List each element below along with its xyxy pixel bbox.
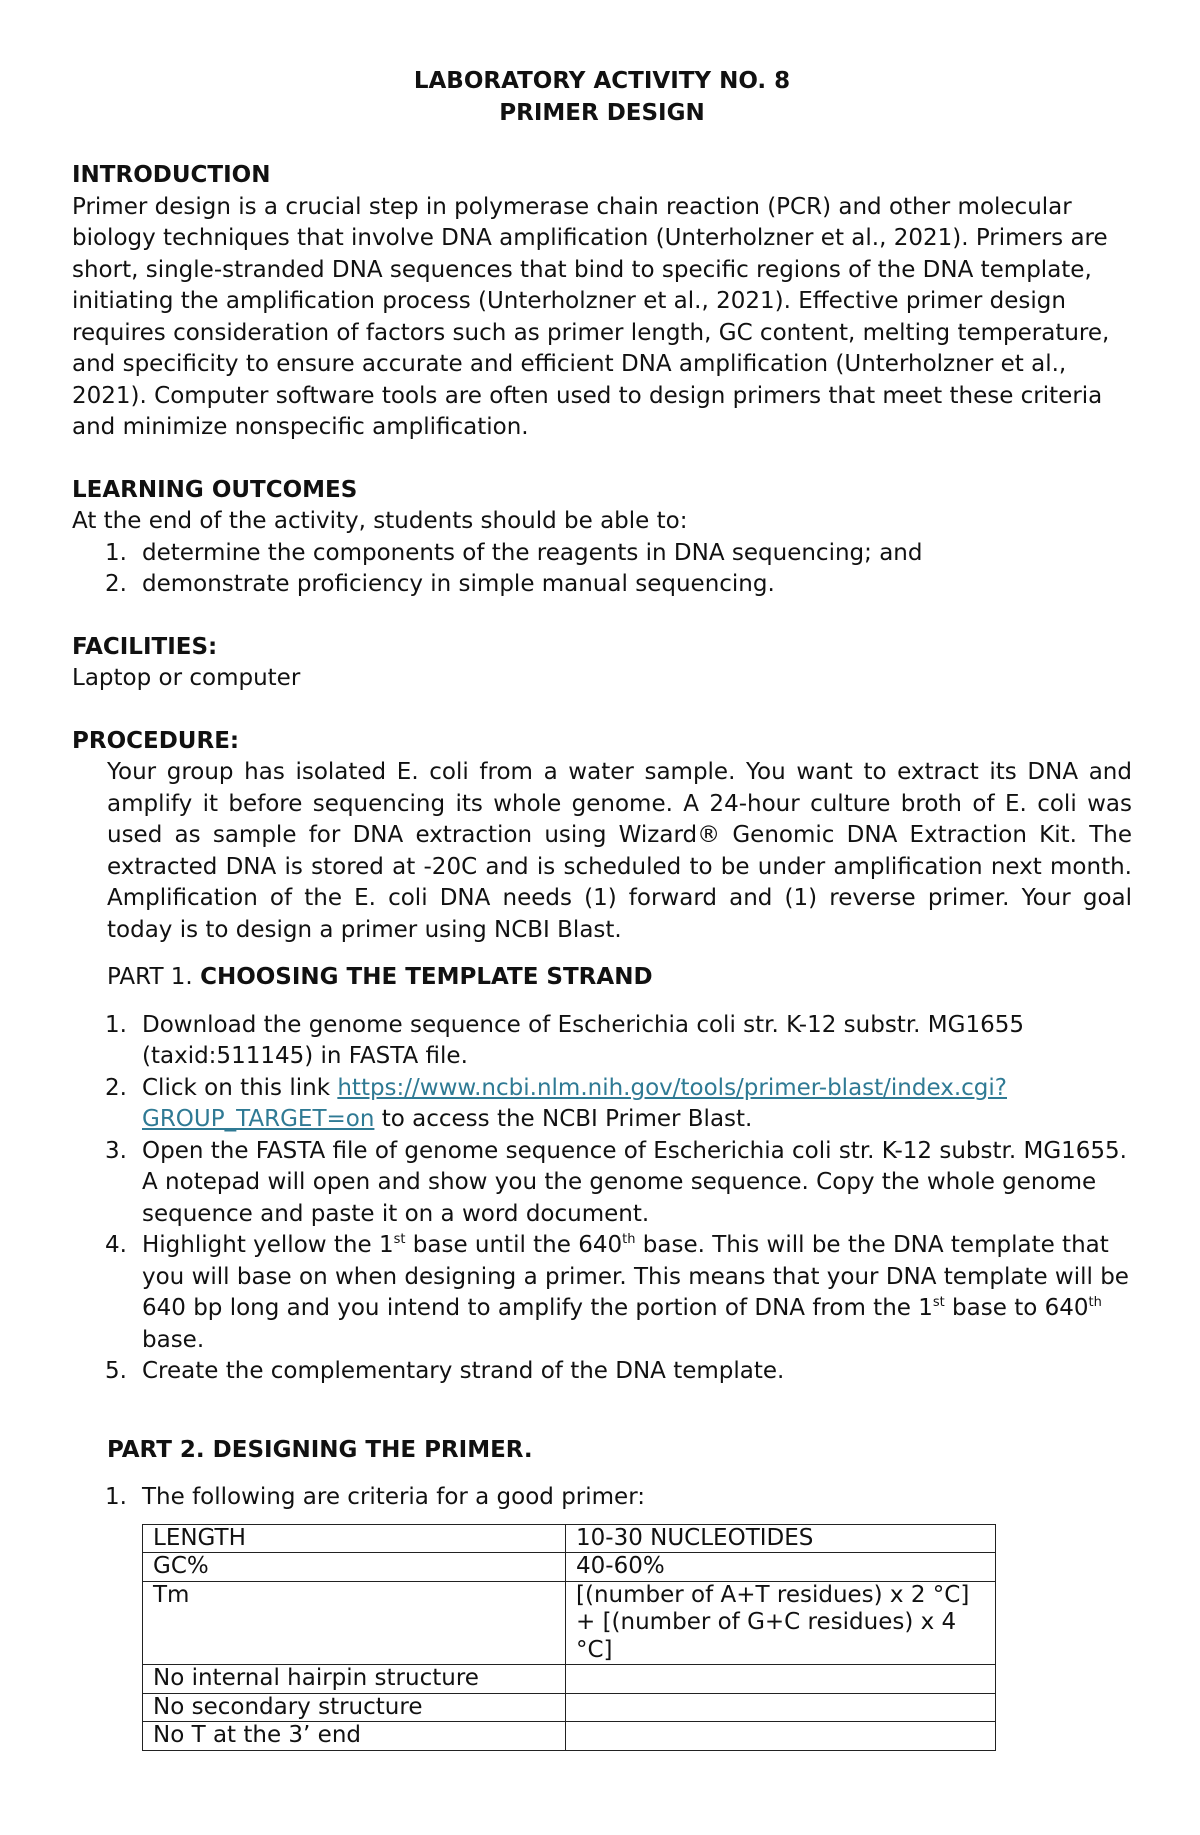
step4-text-c: base. This will be the DNA template that you will base on when designing a primer. This means that your DNA template will be 640 bp long and you intend to amplify the portion of DNA from the 1 [142,1232,1129,1321]
list-number: 4. [105,1232,127,1258]
table-row [143,1581,996,1665]
step4-text-e: base. [142,1326,205,1353]
activity-title: LABORATORY ACTIVITY NO. 8 [413,68,791,94]
superscript-th: th [1088,1295,1102,1310]
part2-heading [107,1435,1132,1467]
criterion-cell: Tm [143,1581,566,1665]
primer-blast-link[interactable]: https://www.ncbi.nlm.nih.gov/tools/primer-blast/index.cgi?GROUP_TARGET=on [142,1074,1007,1132]
list-item-text: The following are criteria for a good primer: [142,1484,646,1510]
step-text-after-link: to access the NCBI Primer Blast. [374,1106,753,1132]
document-page [72,66,1132,1751]
value-cell [566,1693,996,1722]
criterion-cell: GC% [143,1553,566,1582]
procedure-text: Your group has isolated E. coli from a water sample. You want to extract its DNA and amplify it before sequencing its whole genome. A 24-hour culture broth of E. coli was used as sample for DNA extraction using Wizard® Genomic DNA Extraction Kit. The extracted DNA is stored at -20C and is scheduled to be under amplification next month. Amplification of the E. coli DNA needs (1) forward and (1) reverse primer. Your goal today is to design a primer using NCBI Blast. [107,759,1132,943]
list-item-text: Create the complementary strand of the DNA template. [142,1358,785,1384]
value-cell [566,1665,996,1694]
learning-outcomes-list [72,538,1132,601]
part2-title: PART 2. DESIGNING THE PRIMER. [107,1436,533,1463]
criterion-cell: LENGTH [143,1524,566,1553]
table-row [143,1553,996,1582]
list-item [72,1010,1132,1073]
superscript-th: th [622,1232,636,1247]
step-text-before-link: Click on this link [142,1074,338,1101]
criterion-cell: No T at the 3’ end [143,1722,566,1751]
superscript-st: st [393,1232,406,1247]
criterion-cell: No internal hairpin structure [143,1665,566,1694]
list-number: 2. [105,1074,127,1101]
table-row [143,1524,996,1553]
list-item-text: determine the components of the reagents in DNA sequencing; and [142,539,923,566]
value-cell [566,1722,996,1751]
activity-subtitle: PRIMER DESIGN [499,99,705,126]
part2-steps [72,1482,1132,1514]
list-item [72,538,1132,570]
introduction-heading: INTRODUCTION [72,162,271,188]
learning-outcomes-lead: At the end of the activity, students should be able to: [72,508,688,534]
step4-text-a: Highlight yellow the 1 [142,1232,394,1258]
list-item [72,1482,1132,1514]
list-number: 1. [105,1484,127,1510]
primer-criteria-table [142,1524,996,1751]
value-cell: 10-30 NUCLEOTIDES [566,1524,996,1553]
part1-label: PART 1. [107,964,193,990]
superscript-st: st [932,1295,945,1310]
part1-title: CHOOSING THE TEMPLATE STRAND [200,964,653,990]
criterion-cell: No secondary structure [143,1693,566,1722]
table-row [143,1693,996,1722]
list-item-text: Download the genome sequence of Escherichia coli str. K-12 substr. MG1655 (taxid:511145) in FASTA file. [142,1011,1024,1069]
list-item [72,569,1132,601]
list-item-text: Open the FASTA file of genome sequence of Escherichia coli str. K-12 substr. MG1655. A notepad will open and show you the genome sequence. Copy the whole genome sequence and paste it on a word document. [142,1137,1127,1227]
introduction-text: Primer design is a crucial step in polymerase chain reaction (PCR) and other molecular biology techniques that involve DNA amplification (Unterholzner et al., 2021). Primers are short, single-stranded DNA sequences that bind to specific regions of the DNA template, initiating the amplification process (Unterholzner et al., 2021). Effective primer design requires consideration of factors such as primer length, GC content, melting temperature, and specificity to ensure accurate and efficient DNA amplification (Unterholzner et al., 2021). Computer software tools are often used to design primers that meet these criteria and minimize nonspecific amplification. [72,193,1110,440]
list-item [72,1230,1132,1356]
part1-steps [72,1010,1132,1388]
step4-text-b: base until the 640 [405,1232,623,1258]
list-item-text: demonstrate proficiency in simple manual sequencing. [142,571,775,597]
list-number: 5. [105,1358,127,1384]
list-number: 2. [105,571,127,597]
list-number: 3. [105,1137,127,1164]
list-item [72,1073,1132,1136]
procedure-heading: PROCEDURE: [72,727,240,754]
table-row [143,1722,996,1751]
list-number: 1. [105,1011,127,1038]
step4-text-d: base to 640 [944,1295,1089,1321]
list-number: 1. [105,539,127,566]
list-item [72,1356,1132,1388]
value-cell: 40-60% [566,1553,996,1582]
part1-heading [107,962,1132,994]
list-item [72,1136,1132,1231]
facilities-heading: FACILITIES: [72,633,218,660]
value-cell: [(number of A+T residues) x 2 °C] + [(number of G+C residues) x 4 °C] [566,1581,996,1665]
learning-outcomes-heading: LEARNING OUTCOMES [72,476,358,503]
table-row [143,1665,996,1694]
facilities-text: Laptop or computer [72,665,301,691]
